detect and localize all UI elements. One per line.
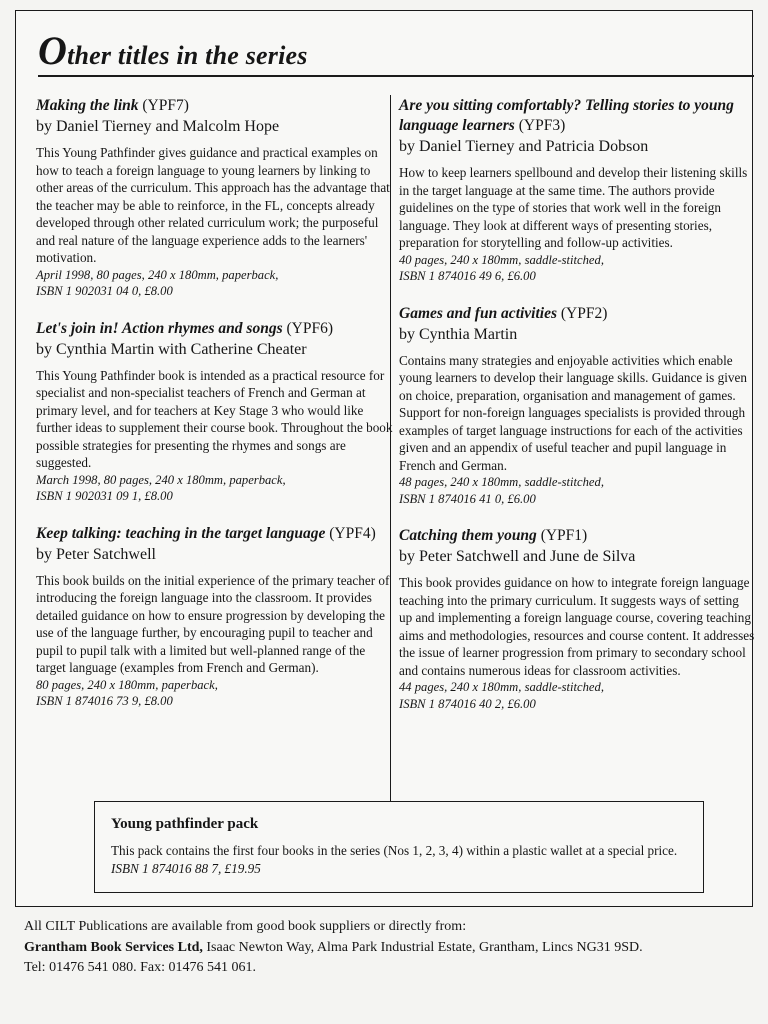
book-title: Are you sitting comfortably? Telling stories to young language learners (YPF3) <box>399 97 734 134</box>
pack-title: Young pathfinder pack <box>111 816 259 832</box>
book-author: by Peter Satchwell <box>36 545 156 563</box>
footer-company: Grantham Book Services Ltd, <box>24 939 203 955</box>
book-code: (YPF1) <box>540 527 588 544</box>
book-details: 48 pages, 240 x 180mm, saddle-stitched, <box>399 475 604 489</box>
book-author: by Cynthia Martin with Catherine Cheater <box>36 340 307 358</box>
book-details: April 1998, 80 pages, 240 x 180mm, paperback, <box>36 267 279 282</box>
book-author: by Cynthia Martin <box>399 325 518 343</box>
book-isbn-price: ISBN 1 874016 73 9, £8.00 <box>36 694 173 708</box>
publisher-footer <box>24 917 754 979</box>
book-entry <box>399 96 755 285</box>
left-column <box>36 96 396 729</box>
footer-address: Isaac Newton Way, Alma Park Industrial Estate, Grantham, Lincs NG31 9SD. <box>206 939 643 955</box>
book-author: by Daniel Tierney and Malcolm Hope <box>36 118 280 135</box>
book-code: (YPF2) <box>560 304 608 322</box>
book-details: March 1998, 80 pages, 240 x 180mm, paperback, <box>36 472 286 487</box>
book-isbn-price: ISBN 1 902031 09 1, £8.00 <box>36 489 173 503</box>
book-code: (YPF6) <box>286 319 334 337</box>
book-description: This Young Pathfinder book is intended as a practical resource for specialist and non-specialist teachers of French and German at primary level, and for teachers at Key Stage 3 who would like further ideas to supplement their course book. Throughout the book possible strategies for presenting the rhymes and songs are suggested. <box>36 367 393 470</box>
right-column <box>399 96 755 731</box>
book-isbn-price: ISBN 1 874016 49 6, £6.00 <box>399 269 536 283</box>
book-isbn-price: ISBN 1 874016 40 2, £6.00 <box>399 696 536 711</box>
book-title: Let's join in! Action rhymes and songs (YPF6) <box>36 319 334 337</box>
series-page-frame <box>15 10 753 907</box>
book-code: (YPF7) <box>142 97 189 114</box>
book-description: Contains many strategies and enjoyable activities which enable young learners to develop their language skills. Guidance is given on choice, preparation, organisation and management of games. Support for non-foreign languages specialists is provided through examples of target language instructions for each of the activities given and an appendix of useful teacher and pupil language in French and German. <box>399 352 747 473</box>
book-entry <box>36 96 396 300</box>
book-title: Keep talking: teaching in the target language (YPF4) <box>36 524 376 542</box>
book-author: by Peter Satchwell and June de Silva <box>399 548 636 565</box>
book-code: (YPF4) <box>329 524 376 542</box>
footer-address-line <box>24 938 754 959</box>
column-divider <box>390 95 391 801</box>
book-isbn-price: ISBN 1 874016 41 0, £6.00 <box>399 491 536 506</box>
book-title: Making the link (YPF7) <box>36 97 189 114</box>
book-details: 44 pages, 240 x 180mm, saddle-stitched, <box>399 680 604 694</box>
pack-description: This pack contains the first four books in the series (Nos 1, 2, 3, 4) within a plastic wallet at a special price. ISBN 1 874016 88 7, £19.95 <box>111 843 678 876</box>
book-description: This book builds on the initial experience of the primary teacher of introducing the foreign language into the classroom. It provides detailed guidance on how to ensure progression by developing the use of the language further, by encouraging pupil to teacher and pupil to pupil talk with a limited but well-planned range of the target language (examples from French and German). <box>36 572 390 675</box>
book-description: This book provides guidance on how to integrate foreign language teaching into the primary curriculum. It suggests ways of setting up and implementing a foreign language course, covering teaching aims and methodologies, resources and course content. It addresses the issue of learner progression from primary to secondary school and contains numerous ideas for classroom activities. <box>399 575 755 678</box>
book-author: by Daniel Tierney and Patricia Dobson <box>399 138 649 155</box>
heading-initial: O <box>38 28 68 73</box>
book-description: How to keep learners spellbound and develop their listening skills in the target language at the same time. The authors provide guidelines on the type of stories that work well in the foreign language. They look at different ways of presenting stories, preparation for storytelling and follow-up activities. <box>399 165 748 250</box>
book-title: Games and fun activities (YPF2) <box>399 304 608 322</box>
book-entry <box>399 304 755 508</box>
footer-contact: Tel: 01476 541 080. Fax: 01476 541 061. <box>24 960 256 975</box>
heading-text: ther titles in the series <box>67 41 308 70</box>
book-details: 40 pages, 240 x 180mm, saddle-stitched, <box>399 252 604 267</box>
book-title: Catching them young (YPF1) <box>399 527 588 544</box>
book-details: 80 pages, 240 x 180mm, paperback, <box>36 677 218 692</box>
pack-box <box>94 801 704 893</box>
book-entry <box>399 526 755 712</box>
page-heading <box>38 27 308 74</box>
book-entry <box>36 319 396 505</box>
book-entry <box>36 524 396 710</box>
book-description: This Young Pathfinder gives guidance and practical examples on how to teach a foreign language to young learners by linking to other areas of the curriculum. This approach has the advantage that the teacher may be able to reinforce, in the FL, concepts already developed through other related curriculum work; the purposeful and real nature of the language experience adds to the learners' motivation. <box>36 145 390 265</box>
heading-rule <box>38 75 754 77</box>
footer-availability: All CILT Publications are available from good book suppliers or directly from: <box>24 919 467 934</box>
book-isbn-price: ISBN 1 902031 04 0, £8.00 <box>36 284 173 298</box>
book-code: (YPF3) <box>518 117 566 134</box>
pack-isbn-price: ISBN 1 874016 88 7, £19.95 <box>111 861 261 876</box>
